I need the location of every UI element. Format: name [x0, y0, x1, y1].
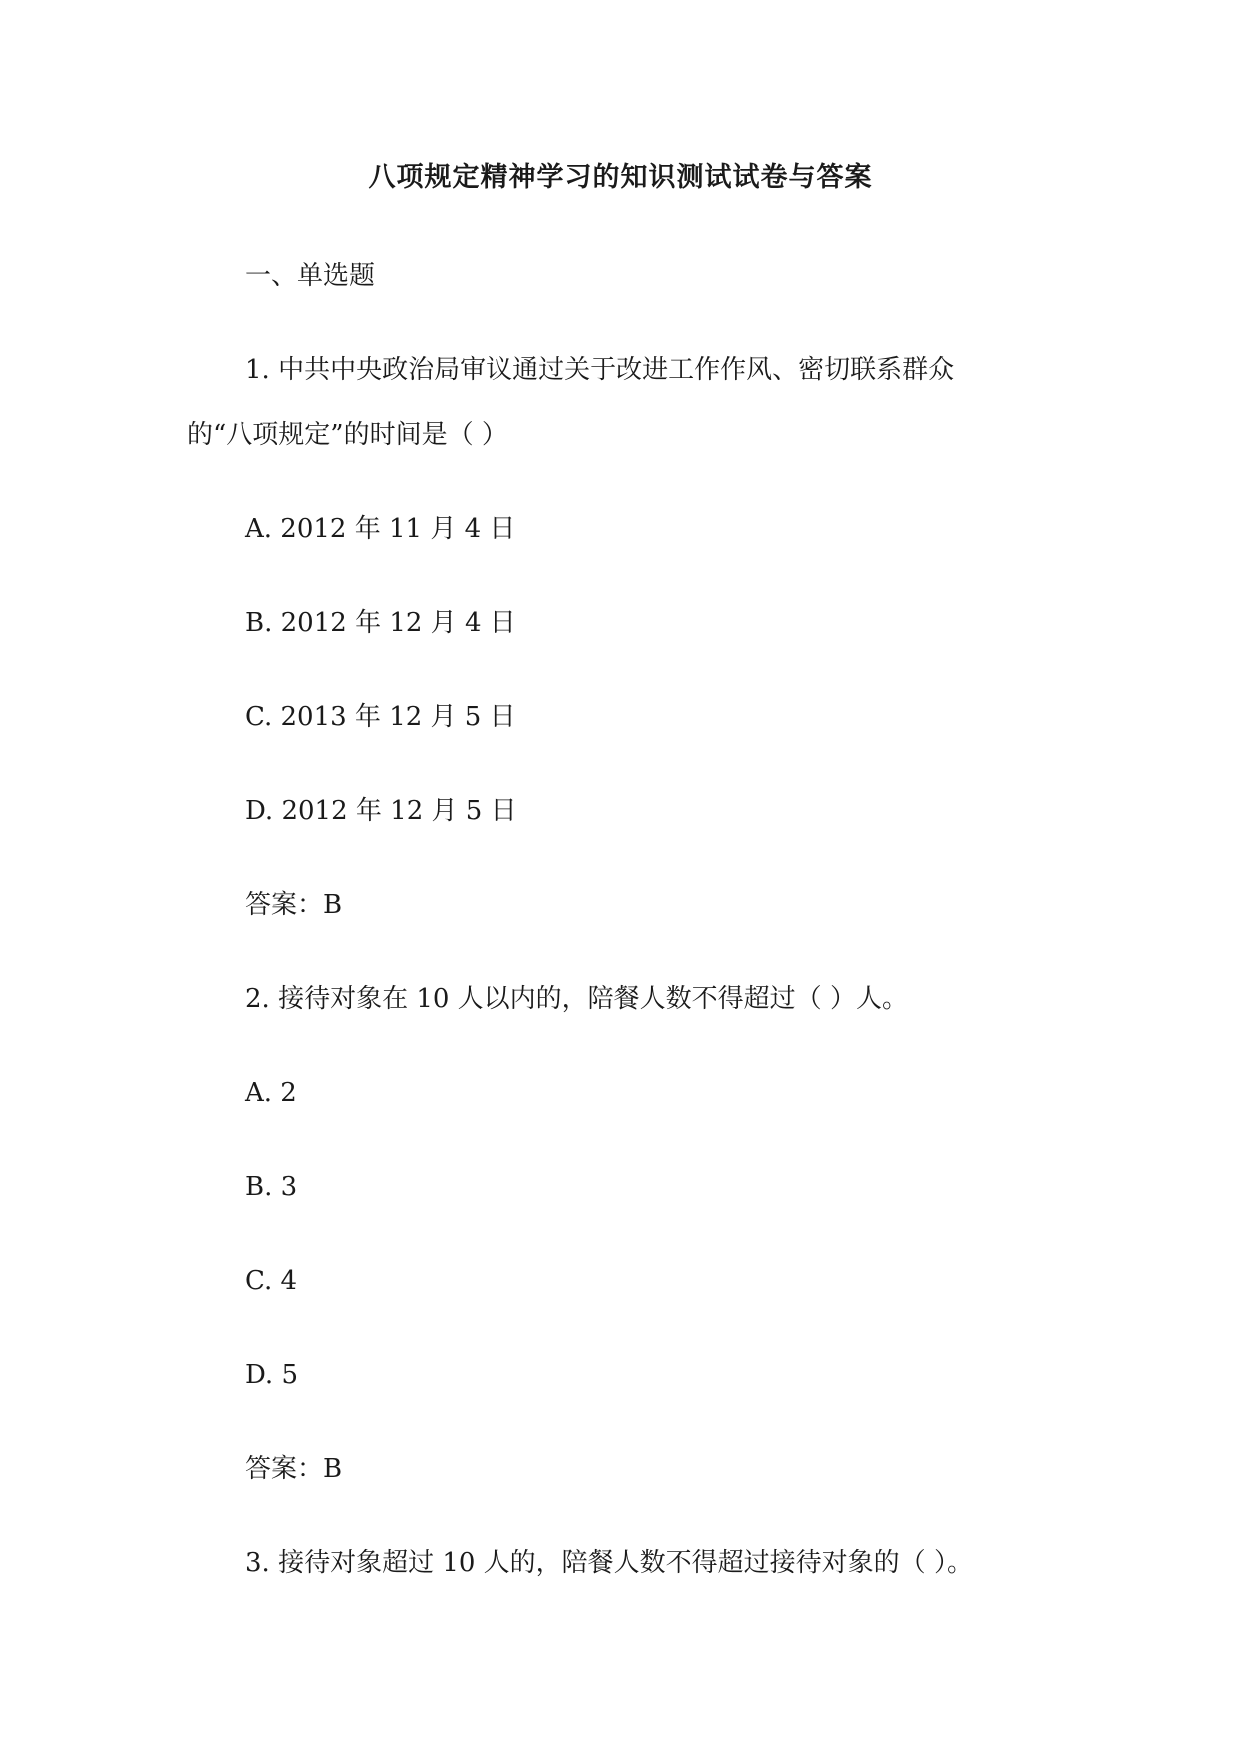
- question-2-stem-line1: 2. 接待对象在 10 人以内的，陪餐人数不得超过（ ）人。: [245, 984, 908, 1014]
- question-1-answer: 答案：B: [245, 890, 343, 920]
- question-3-stem-line1: 3. 接待对象超过 10 人的，陪餐人数不得超过接待对象的（ ）。: [245, 1548, 973, 1578]
- question-1-option-b: B. 2012 年 12 月 4 日: [245, 608, 516, 638]
- question-2-option-a: A. 2: [245, 1078, 297, 1108]
- section-heading: 一、单选题: [245, 261, 376, 291]
- question-1-stem-line2: 的“八项规定”的时间是（ ）: [187, 420, 508, 450]
- question-2-option-b: B. 3: [245, 1172, 298, 1202]
- question-1-option-a: A. 2012 年 11 月 4 日: [245, 514, 516, 544]
- question-2-answer: 答案：B: [245, 1454, 343, 1484]
- question-1-stem-line1: 1. 中共中央政治局审议通过关于改进工作作风、密切联系群众: [245, 355, 955, 385]
- question-2-option-c: C. 4: [245, 1266, 298, 1296]
- question-1-option-d: D. 2012 年 12 月 5 日: [245, 796, 517, 826]
- document-title: 八项规定精神学习的知识测试试卷与答案: [368, 162, 873, 193]
- question-1-option-c: C. 2013 年 12 月 5 日: [245, 702, 516, 732]
- question-2-option-d: D. 5: [245, 1360, 298, 1390]
